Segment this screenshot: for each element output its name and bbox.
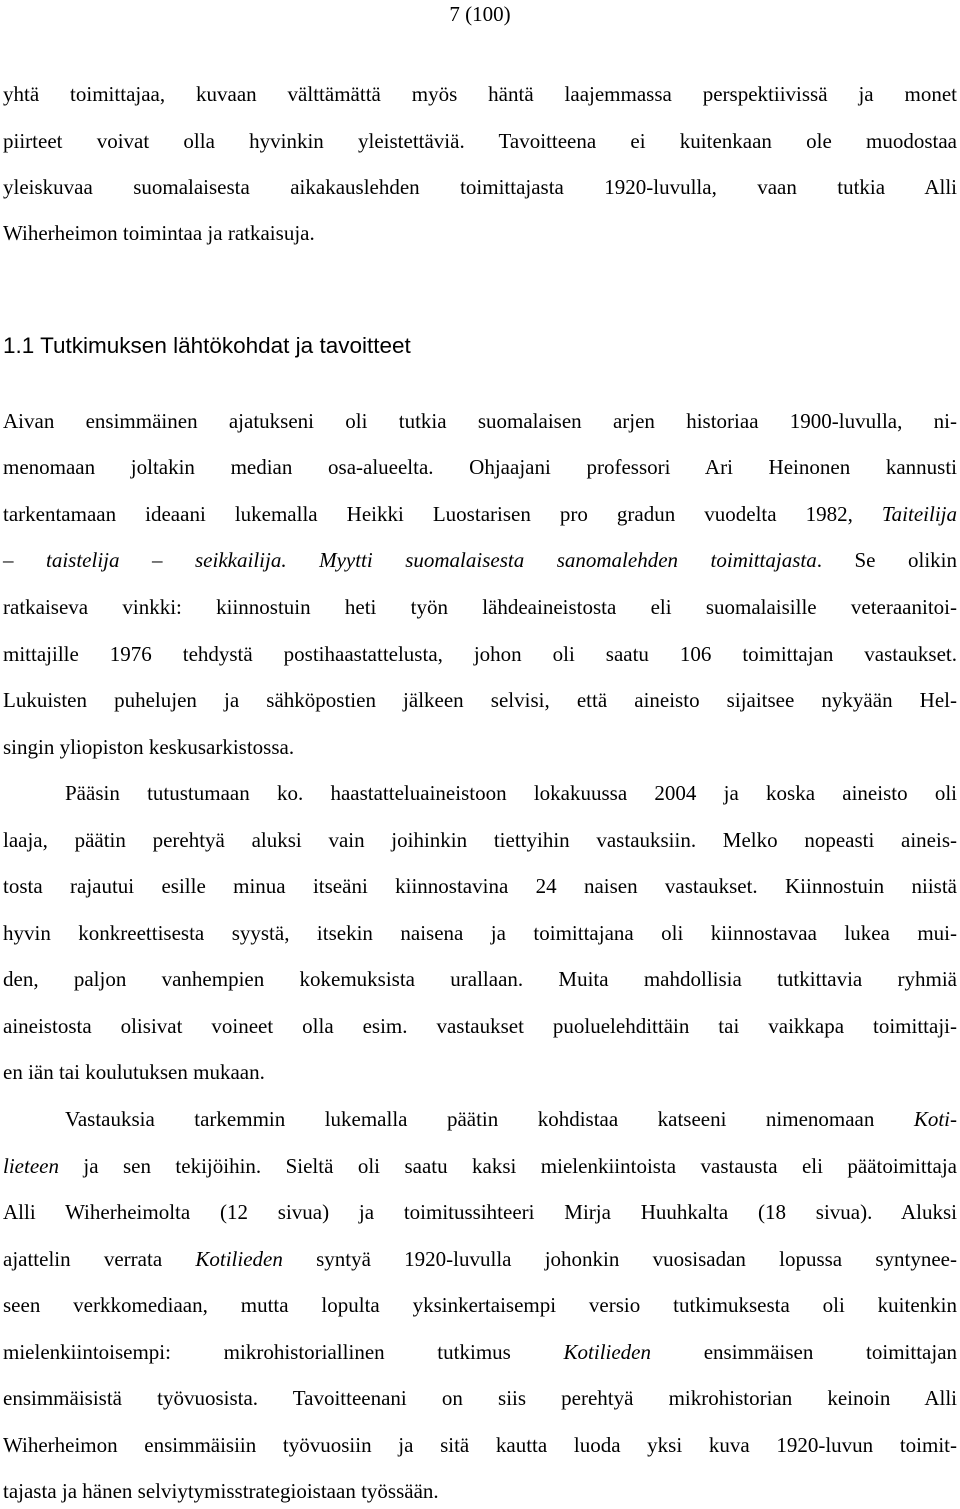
magazine-title: lieteen — [3, 1154, 59, 1178]
text-segment: tarkentamaan ideaani lukemalla Heikki Luostarisen pro gradun vuodelta 1982, — [3, 502, 853, 526]
text-line: Lukuisten puhelujen ja sähköpostien jälkeen selvisi, että aineisto sijaitsee nykyään Hel- — [3, 688, 957, 712]
text-segment: ja sen tekijöihin. Sieltä oli saatu kaksi mielenkiintoista vastausta eli päätoimittaja — [58, 1154, 957, 1178]
text-line: yleiskuvaa suomalaisesta aikakauslehden toimittajasta 1920-luvulla, vaan tutkia Alli — [3, 175, 957, 199]
text-segment: Vastauksia tarkemmin lukemalla päätin kohdistaa katseeni nimenomaan — [65, 1107, 875, 1131]
section-heading: 1.1 Tutkimuksen lähtökohdat ja tavoitteet — [3, 333, 411, 358]
magazine-title: Koti- — [913, 1107, 957, 1131]
text-line: Pääsin tutustumaan ko. haastatteluaineistoon lokakuussa 2004 ja koska aineisto oli — [65, 781, 957, 805]
text-line: ensimmäisistä työvuosista. Tavoitteenani on siis perehtyä mikrohistorian keinoin Alli — [3, 1386, 957, 1410]
book-title: Taiteilija — [881, 502, 958, 526]
text-line: yhtä toimittajaa, kuvaan välttämättä myös häntä laajemmassa perspektiivissä ja monet — [3, 82, 957, 106]
text-line: menomaan joltakin median osa-alueelta. Ohjaajani professori Ari Heinonen kannusti — [3, 455, 957, 479]
book-title: – taistelija – seikkailija. Myytti suomalaisesta sanomalehden toimittajasta — [3, 548, 817, 572]
magazine-title: Kotilieden — [563, 1340, 652, 1364]
text-line: tajasta ja hänen selviytymisstrategioistaan työssään. — [3, 1479, 439, 1503]
text-line: ratkaiseva vinkki: kiinnostuin heti työn lähdeaineistosta eli suomalaisille veteraanitoi- — [3, 595, 957, 619]
text-line: en iän tai koulutuksen mukaan. — [3, 1060, 265, 1084]
text-line — [3, 1245, 957, 1273]
text-line: aineistosta olisivat voineet olla esim. vastaukset puoluelehdittäin tai vaikkapa toimittaji- — [3, 1014, 957, 1038]
text-line: singin yliopiston keskusarkistossa. — [3, 735, 295, 759]
magazine-title: Kotilieden — [195, 1247, 283, 1271]
text-line: hyvin konkreettisesta syystä, itsekin naisena ja toimittajana oli kiinnostavaa lukea mui- — [3, 921, 957, 945]
text-line: piirteet voivat olla hyvinkin yleistettäviä. Tavoitteena ei kuitenkaan ole muodostaa — [3, 129, 957, 153]
text-line: Alli Wiherheimolta (12 sivua) ja toimitussihteeri Mirja Huuhkalta (18 sivua). Aluksi — [3, 1200, 957, 1224]
text-segment: ajattelin verrata — [3, 1247, 196, 1271]
text-line — [3, 1105, 957, 1133]
text-line — [3, 546, 957, 574]
page-number: 7 (100) — [449, 2, 511, 26]
text-segment: syntyä 1920-luvulla johonkin vuosisadan lopussa syntynee- — [282, 1247, 957, 1271]
text-segment: . Se olikin — [816, 548, 957, 572]
text-line — [3, 1152, 957, 1180]
text-segment: ensimmäisen toimittajan — [703, 1340, 958, 1364]
text-line — [3, 1338, 957, 1366]
text-line: laaja, päätin perehtyä aluksi vain joihinkin tiettyihin vastauksiin. Melko nopeasti aineis- — [3, 828, 957, 852]
text-line — [3, 500, 957, 528]
text-line: Wiherheimon ensimmäisiin työvuosiin ja sitä kautta luoda yksi kuva 1920-luvun toimit- — [3, 1433, 957, 1457]
text-line: seen verkkomediaan, mutta lopulta yksinkertaisempi versio tutkimuksesta oli kuitenkin — [3, 1293, 957, 1317]
text-segment: mielenkiintoisempi: mikrohistoriallinen tutkimus — [3, 1340, 511, 1364]
text-line: Wiherheimon toimintaa ja ratkaisuja. — [3, 221, 315, 245]
text-line: tosta rajautui esille minua itseäni kiinnostavina 24 naisen vastaukset. Kiinnostuin niistä — [3, 874, 957, 898]
text-line: mittajille 1976 tehdystä postihaastattelusta, johon oli saatu 106 toimittajan vastaukset. — [3, 642, 957, 666]
text-line: den, paljon vanhempien kokemuksista urallaan. Muita mahdollisia tutkittavia ryhmiä — [3, 967, 957, 991]
text-line: Aivan ensimmäinen ajatukseni oli tutkia suomalaisen arjen historiaa 1900-luvulla, ni- — [3, 409, 957, 433]
